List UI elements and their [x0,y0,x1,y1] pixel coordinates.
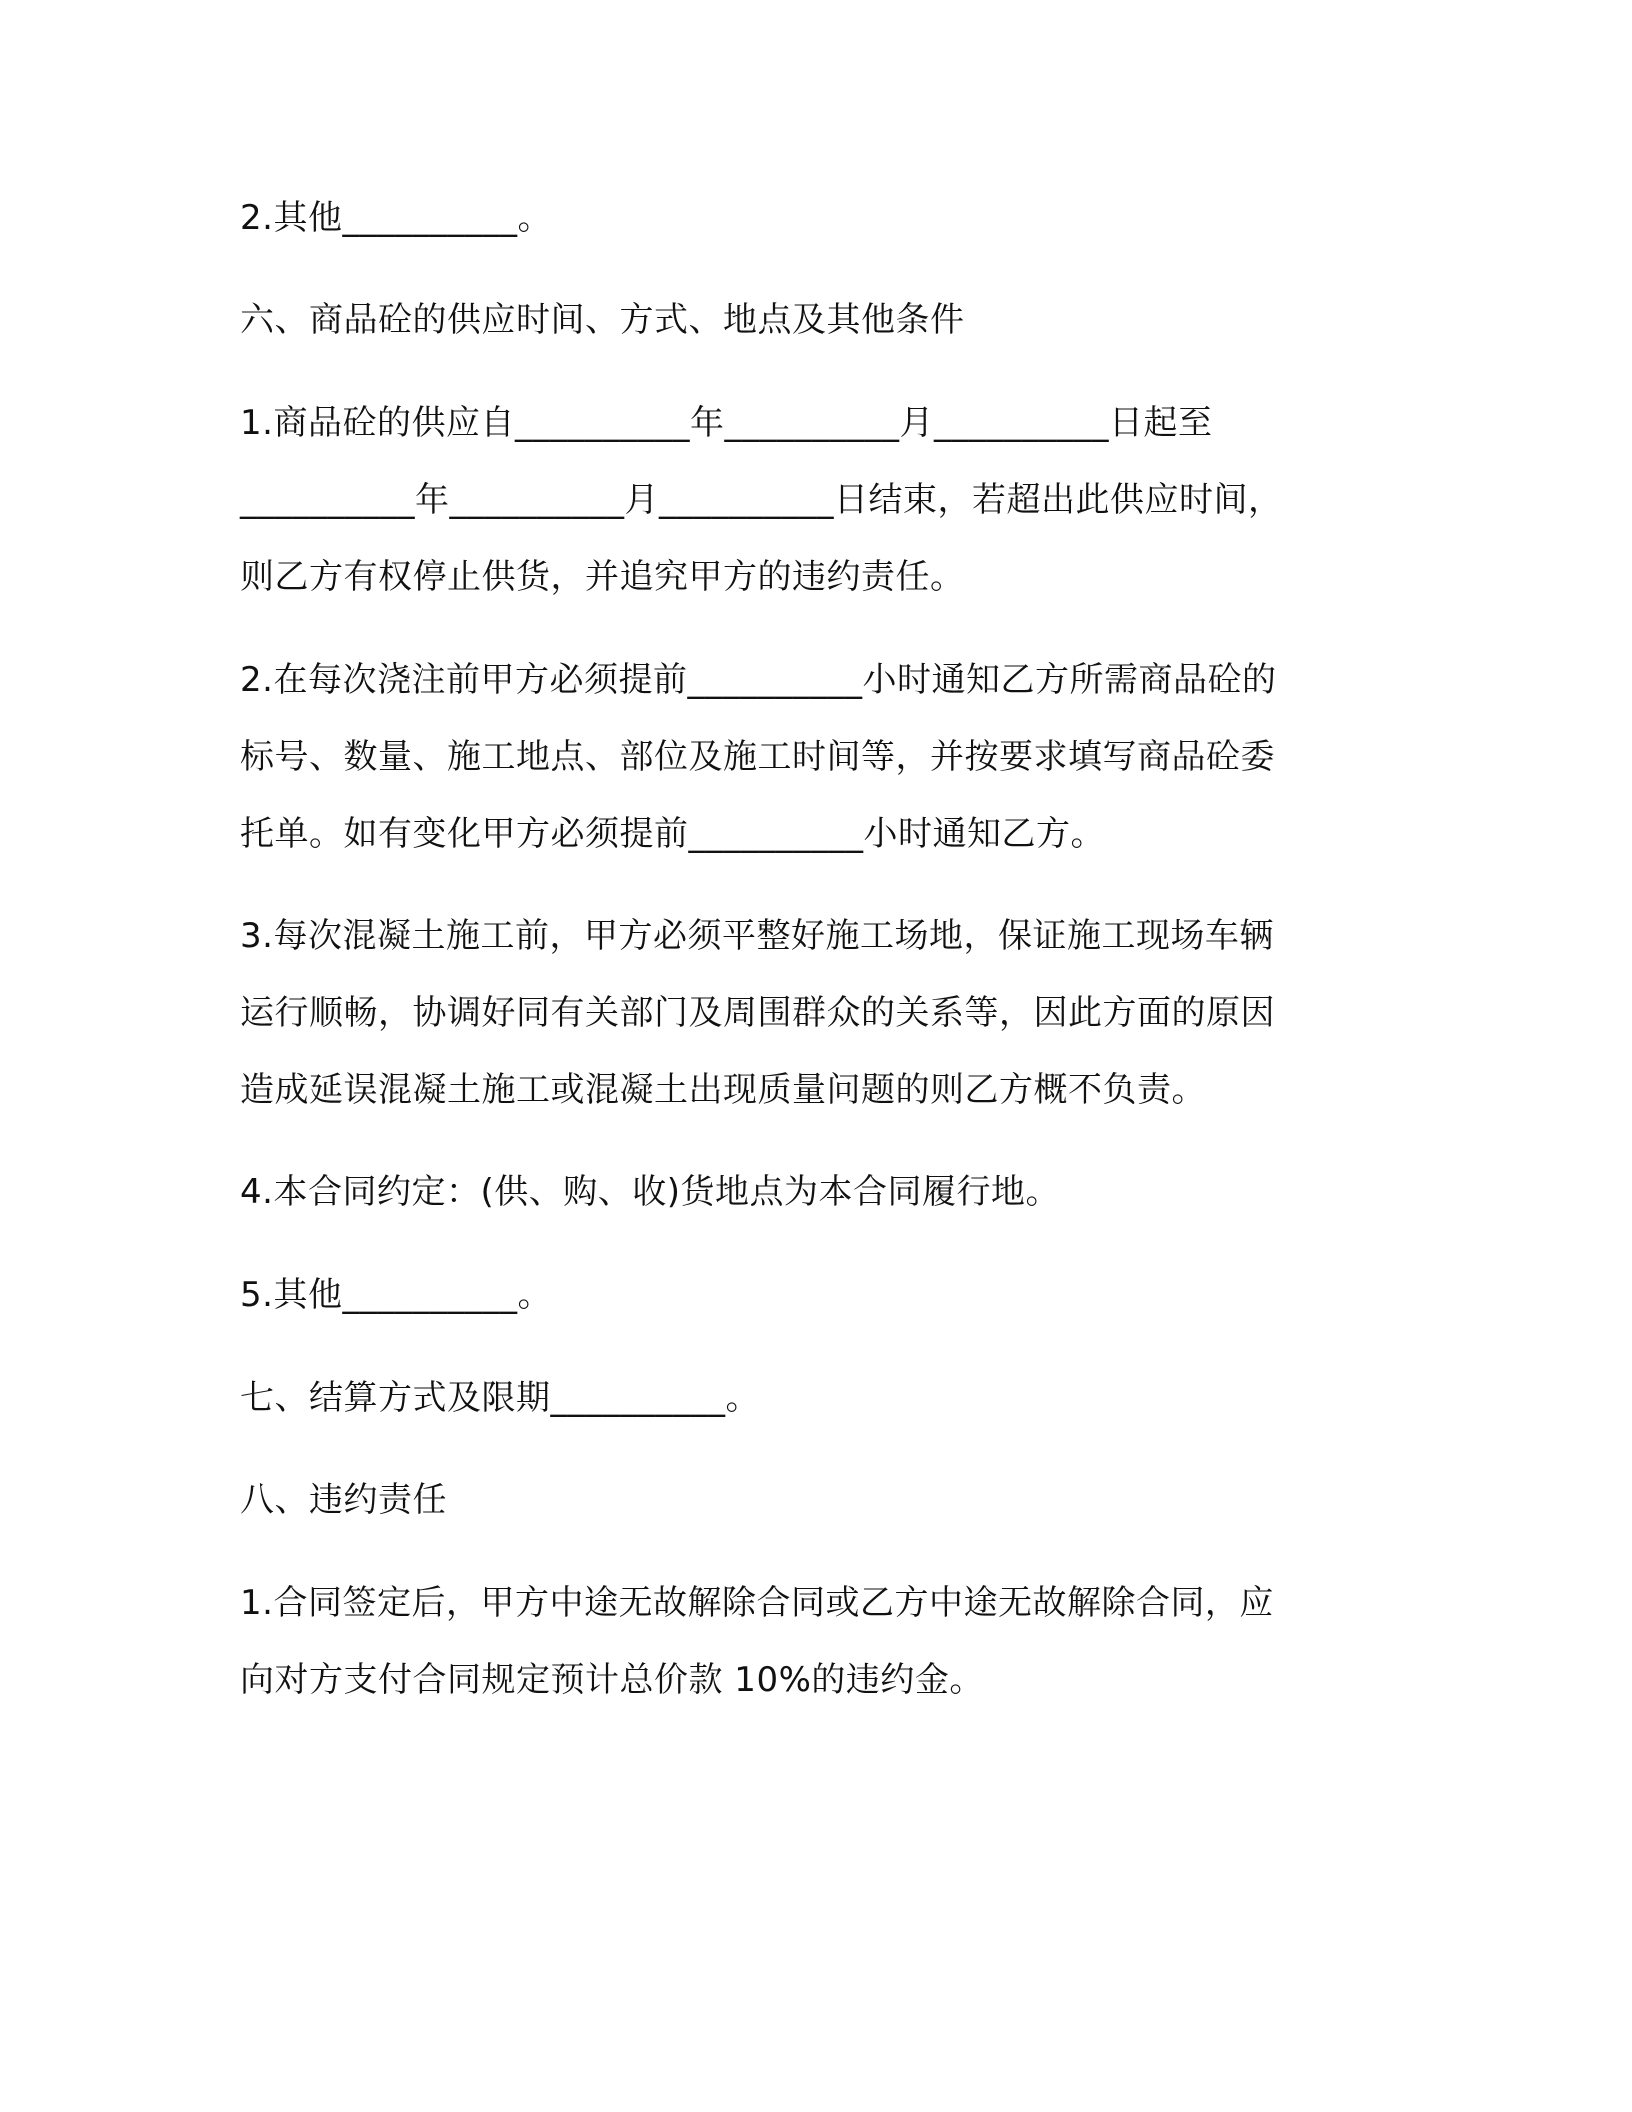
clause-8-1-line-1: 1.合同签定后，甲方中途无故解除合同或乙方中途无故解除合同，应 [240,1583,1274,1623]
clause-6-1-line-3: 则乙方有权停止供货，并追究甲方的违约责任。 [240,557,965,597]
clause-6-1-line-2: __________年__________月__________日结束，若超出此供应时间， [240,480,1283,520]
section-8-heading: 八、违约责任 [240,1480,447,1520]
clause-6-2-line-2: 标号、数量、施工地点、部位及施工时间等，并按要求填写商品砼委 [240,737,1275,777]
section-6-heading: 六、商品砼的供应时间、方式、地点及其他条件 [240,300,965,340]
clause-6-2-line-1: 2.在每次浇注前甲方必须提前__________小时通知乙方所需商品砼的 [240,660,1277,700]
clause-6-3-line-3: 造成延误混凝土施工或混凝土出现质量问题的则乙方概不负责。 [240,1070,1206,1110]
clause-8-1-line-2: 向对方支付合同规定预计总价款 10%的违约金。 [240,1660,984,1700]
clause-6-4: 4.本合同约定：(供、购、收)货地点为本合同履行地。 [240,1172,1060,1212]
clause-6-3-line-1: 3.每次混凝土施工前，甲方必须平整好施工场地，保证施工现场车辆 [240,916,1274,956]
clause-5-2-other: 2.其他__________。 [240,198,552,238]
clause-6-2-line-3: 托单。如有变化甲方必须提前__________小时通知乙方。 [240,814,1105,854]
clause-6-1-line-1: 1.商品砼的供应自__________年__________月__________日起至 [240,403,1213,443]
clause-6-3-line-2: 运行顺畅，协调好同有关部门及周围群众的关系等，因此方面的原因 [240,993,1275,1033]
section-7-heading: 七、结算方式及限期__________。 [240,1378,760,1418]
clause-6-5-other: 5.其他__________。 [240,1275,552,1315]
